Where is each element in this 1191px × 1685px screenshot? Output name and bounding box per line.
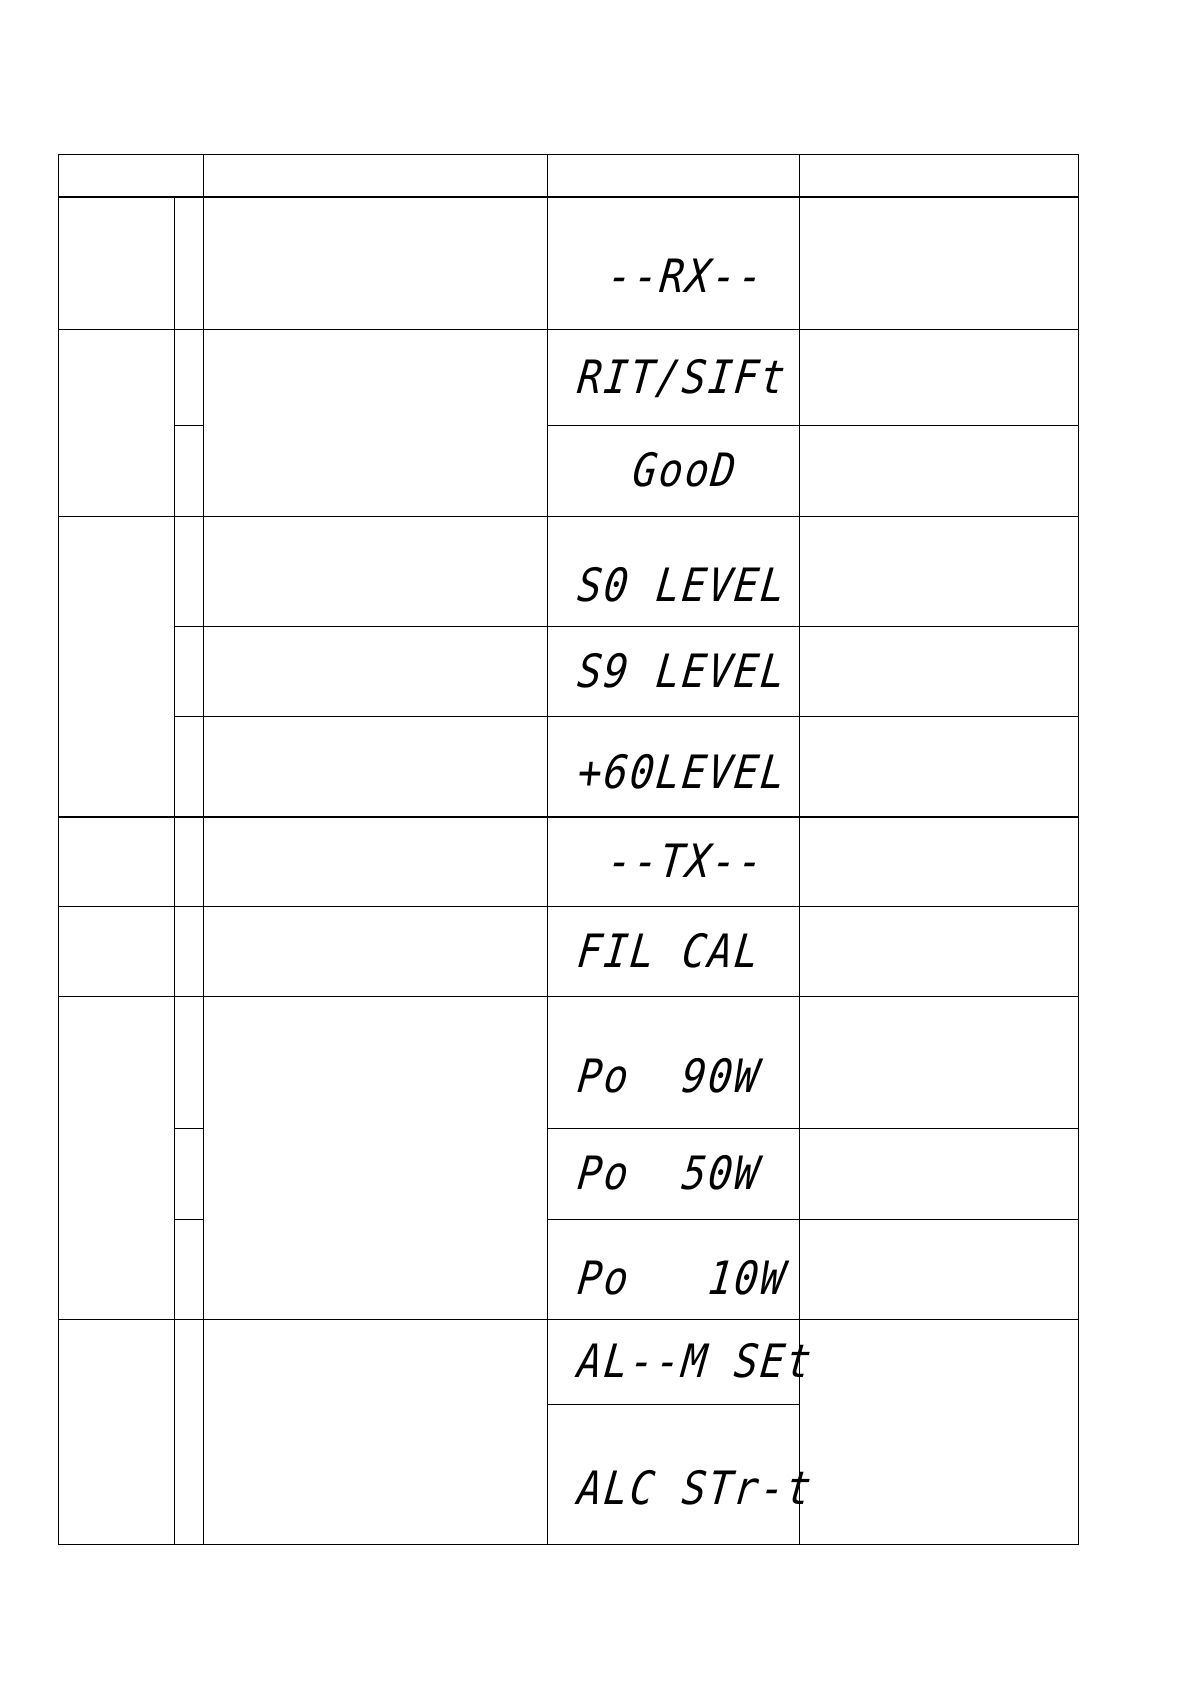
remarks-cell: [800, 197, 1079, 330]
header-display-cell: [548, 155, 800, 197]
remarks-cell: [800, 1129, 1079, 1220]
remarks-cell: [800, 997, 1079, 1129]
step-cell: [175, 627, 204, 717]
item-cell: [59, 817, 175, 907]
display-cell: [548, 1405, 816, 1545]
item-cell: [59, 197, 175, 330]
display-cell: [548, 1320, 816, 1405]
remarks-cell: [800, 1220, 1079, 1320]
item-cell: [59, 997, 175, 1320]
table-row: [59, 517, 1079, 627]
lcd-readout-fil-cal: FIL CAL: [575, 925, 764, 978]
display-cell: [548, 517, 800, 627]
step-cell: [175, 1320, 204, 1545]
step-cell: [175, 717, 204, 817]
display-cell: [548, 426, 800, 517]
step-cell: [175, 426, 204, 517]
table-row: [59, 627, 1079, 717]
lcd-readout-po-50w: Po 50W: [575, 1147, 764, 1201]
procedure-cell: [204, 717, 548, 817]
lcd-readout-rx: --RX--: [605, 250, 768, 304]
remarks-cell: [800, 907, 1079, 997]
procedure-cell: [204, 817, 548, 907]
remarks-cell: [800, 517, 1079, 627]
lcd-readout-s9-level: S9 LEVEL: [575, 645, 790, 698]
display-cell: [548, 197, 800, 330]
item-cell: [59, 907, 175, 997]
procedure-cell: [204, 1320, 548, 1545]
header-procedure-cell: [204, 155, 548, 197]
remarks-cell: [800, 330, 1079, 426]
step-cell: [175, 907, 204, 997]
step-cell: [175, 1129, 204, 1220]
display-cell: [548, 817, 800, 907]
table-row: [59, 1320, 1079, 1405]
display-cell: [548, 627, 800, 717]
header-item-cell: [59, 155, 204, 197]
item-cell: [59, 1320, 175, 1545]
table-row: [59, 907, 1079, 997]
remarks-cell: [800, 717, 1079, 817]
lcd-readout-s0-level: S0 LEVEL: [575, 559, 790, 612]
display-cell: [548, 330, 800, 426]
step-cell: [175, 997, 204, 1129]
display-cell: [548, 717, 800, 817]
remarks-cell: [800, 817, 1079, 907]
lcd-readout-rit-shift: RIT/SIFt: [575, 351, 790, 404]
lcd-readout-plus60-level: +60LEVEL: [575, 746, 790, 800]
step-cell: [175, 197, 204, 330]
item-cell: [59, 517, 175, 817]
item-cell: [59, 330, 175, 517]
remarks-cell: [800, 1320, 1079, 1545]
lcd-readout-po-90w: Po 90W: [575, 1050, 764, 1103]
table-row: [59, 330, 1079, 426]
calibration-table: [58, 154, 1079, 1545]
remarks-cell: [800, 627, 1079, 717]
table-header-row: [59, 155, 1079, 197]
lcd-readout-good: GooD: [630, 444, 741, 498]
header-remarks-cell: [800, 155, 1079, 197]
procedure-cell: [204, 907, 548, 997]
step-cell: [175, 1220, 204, 1320]
procedure-cell: [204, 997, 548, 1320]
step-cell: [175, 517, 204, 627]
remarks-cell: [800, 426, 1079, 517]
table-row: [59, 197, 1079, 330]
procedure-cell: [204, 517, 548, 627]
display-cell: [548, 1220, 800, 1320]
lcd-readout-alc-start: ALC STr-t: [575, 1462, 816, 1515]
lcd-readout-po-10w: Po 10W: [575, 1252, 790, 1305]
display-cell: [548, 997, 800, 1129]
step-cell: [175, 330, 204, 426]
display-cell: [548, 907, 800, 997]
step-cell: [175, 817, 204, 907]
procedure-cell: [204, 627, 548, 717]
lcd-readout-tx: --TX--: [605, 835, 768, 889]
lcd-readout-alm-set: AL--M SEt: [575, 1335, 816, 1389]
table-row: [59, 997, 1079, 1129]
table-row: [59, 717, 1079, 817]
table-row: [59, 817, 1079, 907]
procedure-cell: [204, 197, 548, 330]
procedure-cell: [204, 330, 548, 517]
display-cell: [548, 1129, 800, 1220]
